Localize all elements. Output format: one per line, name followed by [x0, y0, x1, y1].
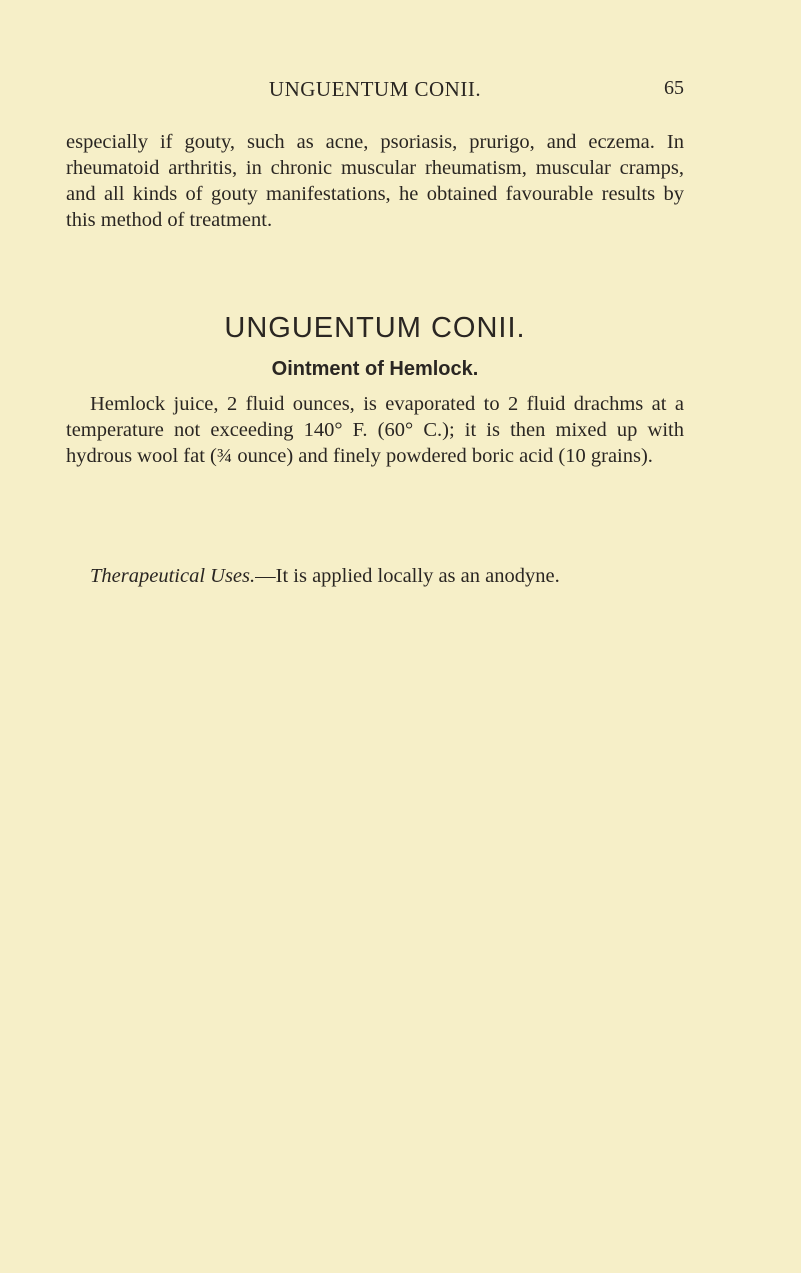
- section-subtitle: Ointment of Hemlock.: [271, 358, 479, 380]
- continuation-paragraph: especially if gouty, such as acne, psoriasis, prurigo, and eczema. In rheumatoid arthritis, in chronic muscular rheumatism, muscular cramps, and all kinds of gouty manifestations, he obtained favourable results by this method of treatment.: [66, 131, 684, 231]
- page-number: 65: [664, 77, 684, 99]
- running-title: UNGUENTUM CONII.: [268, 77, 482, 101]
- uses-paragraph: [66, 563, 684, 589]
- running-head: [66, 77, 684, 107]
- uses-text: —It is applied locally as an anodyne.: [255, 565, 560, 587]
- preparation-paragraph: Hemlock juice, 2 fluid ounces, is evaporated to 2 fluid drachms at a temperature not exceeding 140° F. (60° C.); it is then mixed up with hydrous wool fat (¾ ounce) and finely powdered boric acid (10 grains).: [66, 393, 684, 467]
- uses-lead: Therapeutical Uses.: [90, 565, 256, 587]
- section-title: UNGUENTUM CONII.: [224, 312, 526, 344]
